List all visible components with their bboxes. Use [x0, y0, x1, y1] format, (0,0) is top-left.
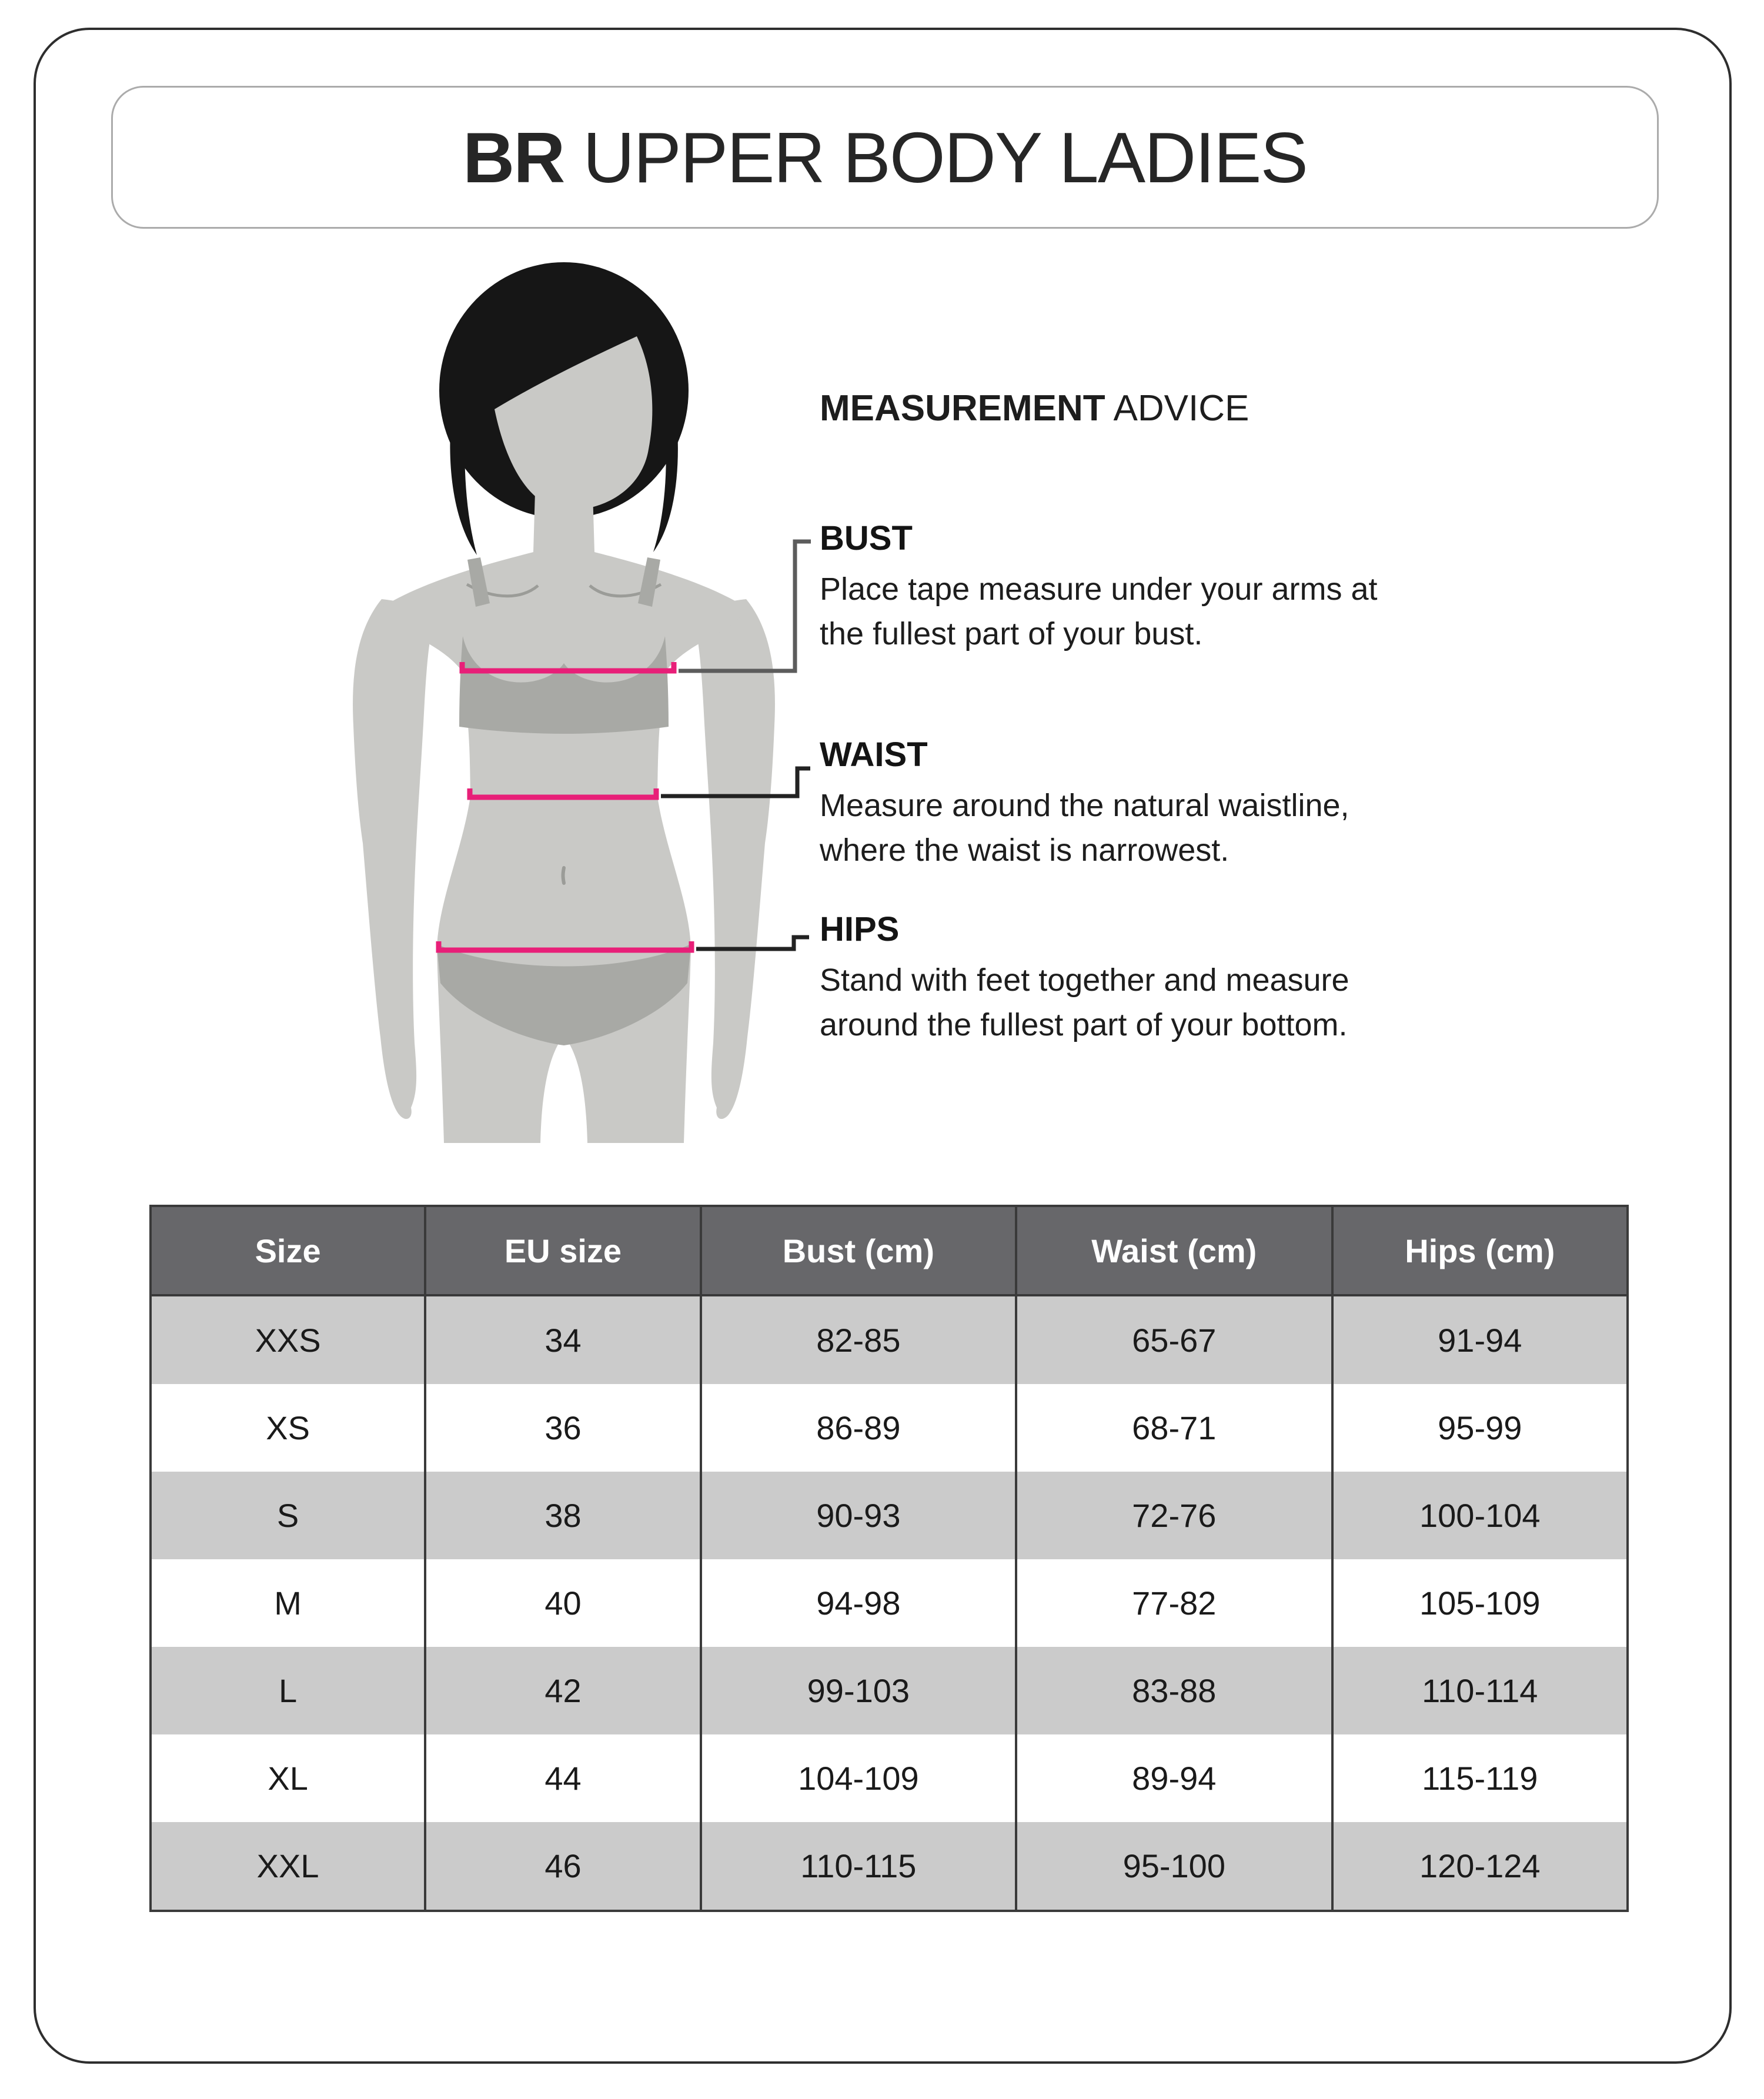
hips-label: HIPS [820, 910, 900, 948]
cell-size: L [151, 1647, 425, 1734]
cell-hips: 120-124 [1332, 1822, 1628, 1911]
cell-size: M [151, 1559, 425, 1647]
cell-eu: 42 [425, 1647, 700, 1734]
table-row [151, 1734, 1628, 1822]
waist-advice-section [820, 736, 1349, 873]
cell-waist: 65-67 [1016, 1295, 1332, 1384]
hips-advice-line-2: around the fullest part of your bottom. [820, 1007, 1348, 1042]
cell-bust: 82-85 [701, 1295, 1016, 1384]
table-header-row [151, 1206, 1628, 1295]
heading-bold: MEASUREMENT [820, 388, 1105, 429]
column-header-size: Size [151, 1206, 425, 1295]
cell-hips: 95-99 [1332, 1384, 1628, 1472]
cell-waist: 83-88 [1016, 1647, 1332, 1734]
cell-hips: 115-119 [1332, 1734, 1628, 1822]
table-row [151, 1384, 1628, 1472]
waist-advice-line-2: where the waist is narrowest. [820, 833, 1230, 868]
bust-advice-section [820, 520, 1377, 656]
table-row [151, 1647, 1628, 1734]
figure-navel [563, 868, 564, 883]
cell-waist: 72-76 [1016, 1472, 1332, 1559]
measurement-advice-heading [820, 387, 1249, 429]
cell-eu: 44 [425, 1734, 700, 1822]
page-title [463, 116, 1307, 199]
title-box [111, 86, 1659, 229]
bust-advice-line-2: the fullest part of your bust. [820, 616, 1203, 651]
table-row [151, 1822, 1628, 1911]
cell-eu: 46 [425, 1822, 700, 1911]
table-row [151, 1295, 1628, 1384]
column-header-waist: Waist (cm) [1016, 1206, 1332, 1295]
size-guide-card [34, 28, 1732, 2064]
cell-bust: 110-115 [701, 1822, 1016, 1911]
cell-bust: 94-98 [701, 1559, 1016, 1647]
cell-bust: 90-93 [701, 1472, 1016, 1559]
bust-label: BUST [820, 519, 913, 557]
waist-label: WAIST [820, 736, 928, 774]
heading-regular: ADVICE [1105, 388, 1250, 429]
cell-hips: 91-94 [1332, 1295, 1628, 1384]
cell-size: S [151, 1472, 425, 1559]
hips-advice-line-1: Stand with feet together and measure [820, 962, 1349, 998]
cell-eu: 40 [425, 1559, 700, 1647]
bust-advice-line-1: Place tape measure under your arms at [820, 571, 1378, 607]
cell-eu: 34 [425, 1295, 700, 1384]
cell-waist: 89-94 [1016, 1734, 1332, 1822]
female-figure-illustration [329, 255, 823, 1172]
hips-advice-section [820, 911, 1349, 1047]
cell-eu: 36 [425, 1384, 700, 1472]
brand-abbreviation: BR [463, 117, 564, 198]
title-text: UPPER BODY LADIES [564, 117, 1307, 198]
column-header-bust: Bust (cm) [701, 1206, 1016, 1295]
cell-size: XXL [151, 1822, 425, 1911]
cell-size: XL [151, 1734, 425, 1822]
column-header-hips: Hips (cm) [1332, 1206, 1628, 1295]
cell-hips: 100-104 [1332, 1472, 1628, 1559]
waist-advice-line-1: Measure around the natural waistline, [820, 788, 1349, 823]
size-chart-table [149, 1205, 1629, 1912]
cell-bust: 104-109 [701, 1734, 1016, 1822]
column-header-eu-size: EU size [425, 1206, 700, 1295]
cell-eu: 38 [425, 1472, 700, 1559]
cell-waist: 95-100 [1016, 1822, 1332, 1911]
cell-size: XXS [151, 1295, 425, 1384]
cell-waist: 68-71 [1016, 1384, 1332, 1472]
cell-waist: 77-82 [1016, 1559, 1332, 1647]
cell-size: XS [151, 1384, 425, 1472]
cell-bust: 86-89 [701, 1384, 1016, 1472]
table-row [151, 1472, 1628, 1559]
cell-hips: 110-114 [1332, 1647, 1628, 1734]
cell-bust: 99-103 [701, 1647, 1016, 1734]
table-row [151, 1559, 1628, 1647]
cell-hips: 105-109 [1332, 1559, 1628, 1647]
